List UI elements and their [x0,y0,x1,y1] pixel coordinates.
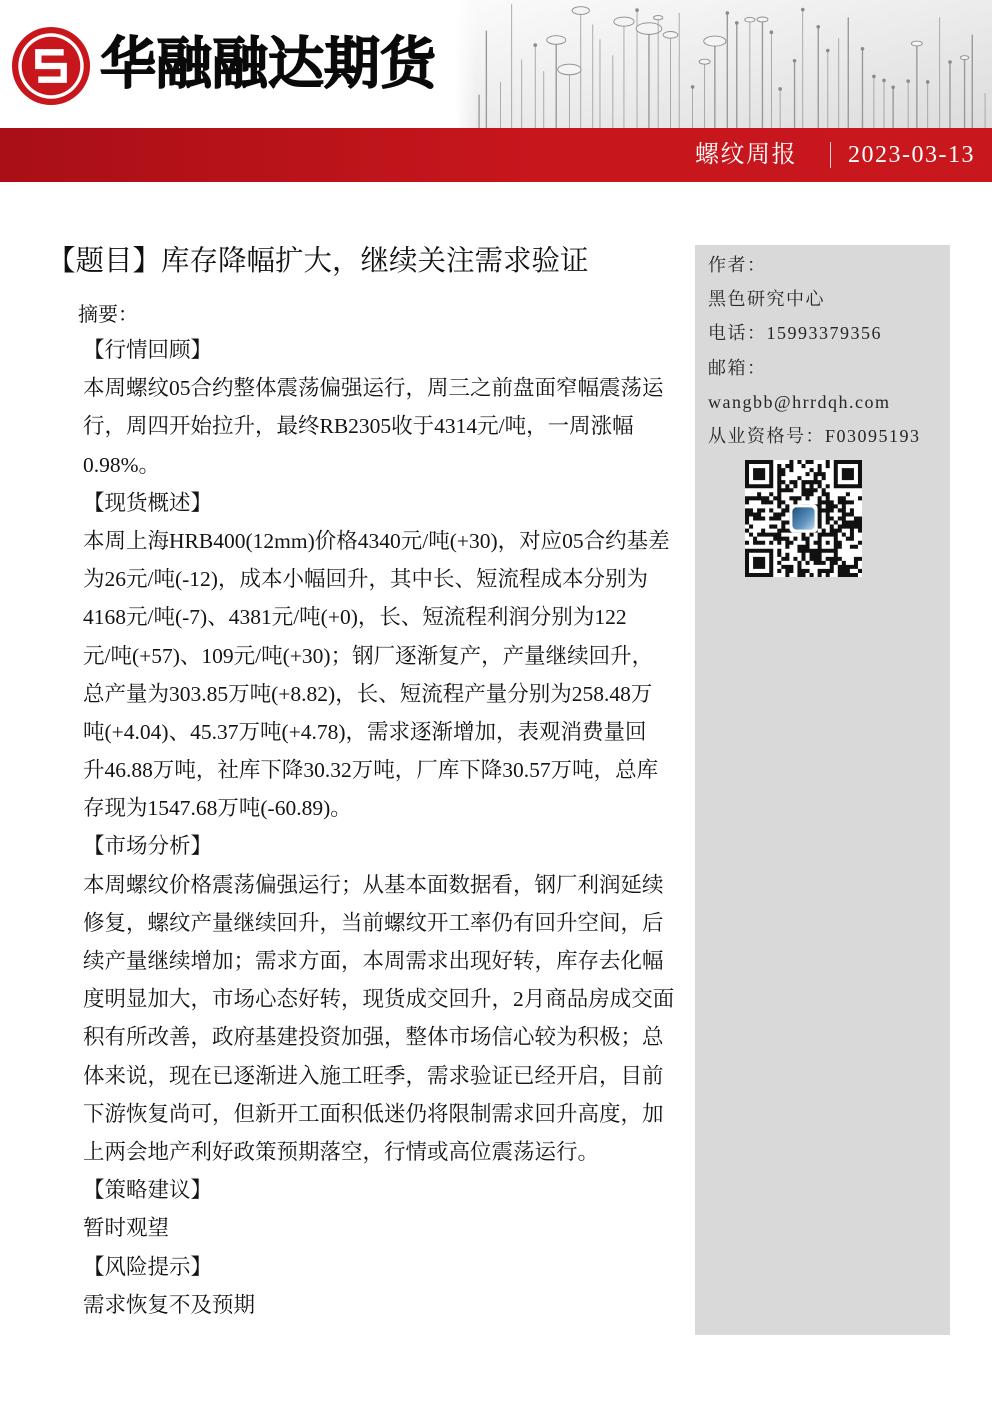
paragraph-line: 存现为1547.68万吨(-60.89)。 [83,796,352,821]
paragraph-line: 度明显加大，市场心态好转，现货成交回升，2月商品房成交面 [83,987,675,1012]
deco-ring [547,36,566,45]
author-label: 作者： [708,255,767,275]
paragraph-line: 需求恢复不及预期 [83,1292,256,1317]
deco-dot [735,21,739,25]
deco-dot [948,60,952,64]
paragraph-line: 4168元/吨(-7)、4381元/吨(+0)，长、短流程利润分别为122 [83,605,627,630]
deco-ring [558,64,581,75]
license-number: F03095193 [825,425,921,446]
paragraph-line: 升46.88万吨，社库下降30.32万吨，厂库下降30.57万吨，总库 [83,758,659,783]
deco-ring [745,17,755,22]
deco-dot [926,80,930,84]
header-decoration [455,0,992,128]
deco-dot [801,8,805,12]
paragraph-line: 下游恢复尚可，但新开工面积低迷仍将限制需求回升高度，加 [83,1101,664,1126]
deco-dot [778,87,782,91]
deco-dot [891,85,895,89]
header-divider [830,142,831,168]
phone-number: 15993379356 [766,323,882,344]
phone-label: 电话： [708,323,767,344]
author-name: 黑色研究中心 [708,289,825,310]
paragraph-line: 本周螺纹05合约整体震荡偏强运行，周三之前盘面窄幅震荡运 [83,376,664,401]
paragraph-line: 续产量继续增加；需求方面，本周需求出现好转，库存去化幅 [83,949,664,973]
deco-fade-edge [455,0,477,128]
header-band [0,128,992,182]
report-type: 螺纹周报 [695,142,797,168]
paragraph-line: 本周上海HRB400(12mm)价格4340元/吨(+30)，对应05合约基差 [83,528,670,553]
email-label: 邮箱： [708,357,767,378]
deco-dot [533,43,537,47]
paragraph-line: 体来说，现在已逐渐进入施工旺季，需求验证已经开启，目前 [83,1063,664,1088]
deco-ring [614,17,634,26]
deco-dot [872,75,876,79]
deco-dot [826,49,830,53]
section-heading: 【行情回顾】 [83,338,213,362]
deco-dot [861,47,865,51]
deco-dot [635,8,639,12]
deco-ring [653,16,662,20]
brand-name: 华融融达期货 [100,32,436,97]
qr-code [745,460,862,577]
deco-dot [726,11,730,15]
email-address[interactable]: wangbb@hrrdqh.com [708,391,891,412]
section-heading: 【市场分析】 [83,834,213,859]
abstract-label: 摘要： [78,304,138,326]
paragraph-line: 行，周四开始拉升，最终RB2305收于4314元/吨，一周涨幅 [83,414,634,439]
report-title: 【题目】库存降幅扩大，继续关注需求验证 [47,246,589,277]
paragraph-line: 暂时观望 [83,1216,170,1241]
paragraph-line: 0.98%。 [83,452,161,477]
deco-ring [699,59,710,64]
deco-dot [691,85,695,89]
deco-ring [704,36,726,46]
phone-line [708,316,921,350]
report-body [83,331,688,1324]
paragraph-line: 元/吨(+57)、109元/吨(+30)；钢厂逐渐复产，产量继续回升， [83,643,654,668]
deco-ring [572,7,589,15]
deco-dot [816,25,820,29]
deco-ring [960,56,969,60]
paragraph-line: 上两会地产利好政策预期落空，行情或高位震荡运行。 [83,1139,600,1164]
section-heading: 【策略建议】 [83,1178,213,1203]
report-date: 2023-03-13 [848,142,975,168]
deco-dot [906,79,910,83]
paragraph-line: 为26元/吨(-12)，成本小幅回升，其中长、短流程成本分别为 [83,567,648,592]
deco-dot [882,79,886,83]
section-heading: 【现货概述】 [83,490,213,515]
paragraph-line: 总产量为303.85万吨(+8.82)，长、短流程产量分别为258.48万 [83,681,653,706]
section-heading: 【风险提示】 [83,1254,213,1279]
paragraph-line: 修复，螺纹产量继续回升，当前螺纹开工率仍有回升空间，后 [83,910,664,935]
paragraph-line: 吨(+4.04)、45.37万吨(+4.78)，需求逐渐增加，表观消费量回 [83,719,647,744]
license-line [708,419,921,453]
deco-ring [911,41,922,46]
deco-dot [793,59,797,63]
deco-ring [663,32,678,39]
deco-ring [757,17,768,22]
paragraph-line: 积有所改善，政府基建投资加强，整体市场信心较为积极；总 [83,1025,664,1050]
deco-dot [770,30,774,34]
brand-logo-icon [10,25,92,107]
license-label: 从业资格号： [708,425,825,446]
qr-logo-icon [792,507,814,529]
paragraph-line: 本周螺纹价格震荡偏强运行；从基本面数据看，钢厂利润延续 [83,872,664,897]
author-info [708,248,921,453]
author-sidebar [695,245,950,1335]
